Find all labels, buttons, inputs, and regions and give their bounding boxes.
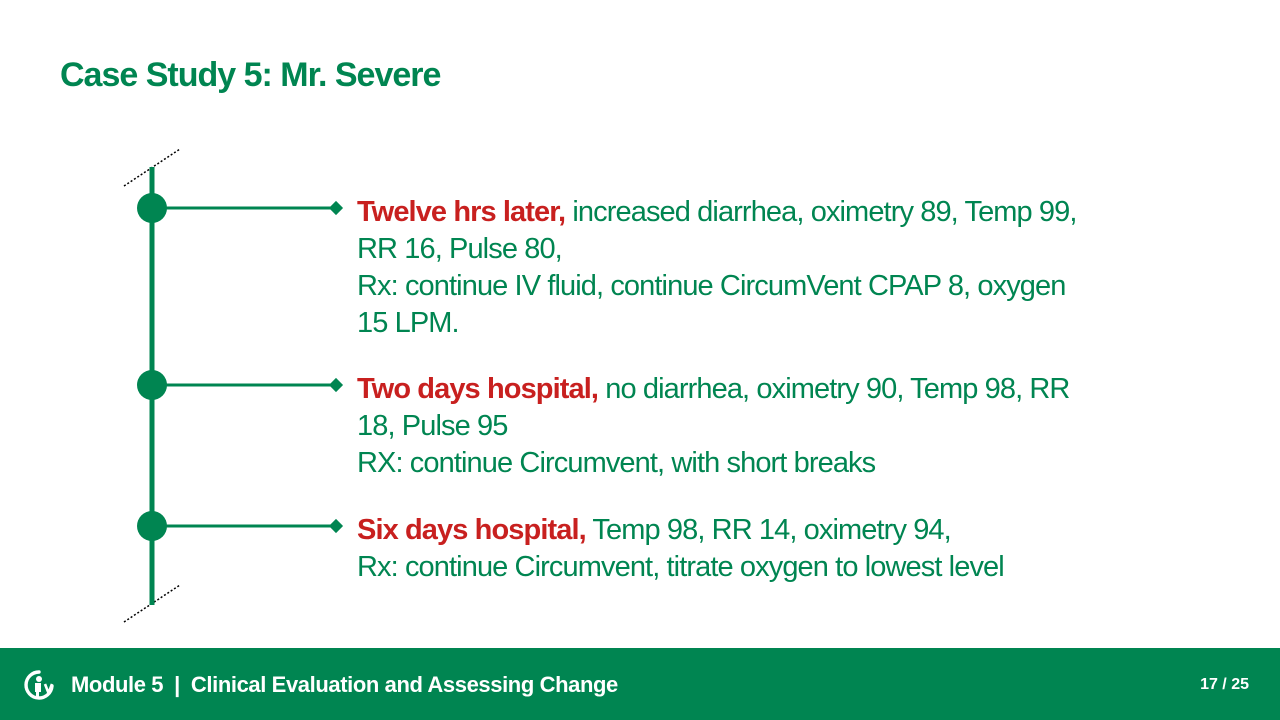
entry-line: 15 LPM. <box>357 307 459 339</box>
organization-logo-icon <box>22 669 56 701</box>
module-section: Clinical Evaluation and Assessing Change <box>190 672 618 697</box>
timeline-dot <box>137 193 167 223</box>
entry-text: Temp 98, RR 14, oximetry 94, <box>585 514 951 546</box>
diamond-bullet <box>329 201 343 215</box>
entry-line <box>357 512 1157 549</box>
entry-lead: Twelve hrs later, <box>357 196 566 228</box>
footer-module-title <box>71 672 618 698</box>
entry-line: 18, Pulse 95 <box>357 410 508 442</box>
entry-text: no diarrhea, oximetry 90, Temp 98, RR <box>598 373 1070 405</box>
timeline-break-top <box>124 149 180 186</box>
diamond-bullet <box>329 519 343 533</box>
entry-line: RX: continue Circumvent, with short breaks <box>357 447 876 479</box>
entry-lead: Six days hospital, <box>357 514 586 546</box>
entry-lead: Two days hospital, <box>357 373 599 405</box>
entry-line: RR 16, Pulse 80, <box>357 233 562 265</box>
timeline-dot <box>137 370 167 400</box>
timeline-node-2 <box>137 370 343 400</box>
entry-line: Rx: continue IV fluid, continue CircumVent CPAP 8, oxygen <box>357 270 1066 302</box>
entry-line: Rx: continue Circumvent, titrate oxygen to lowest level <box>357 551 1004 583</box>
timeline-entry-six-days <box>357 512 1157 586</box>
module-number: Module 5 <box>71 672 164 697</box>
entry-line <box>357 194 1157 231</box>
footer-separator: | <box>174 672 180 697</box>
page-total: 25 <box>1231 676 1249 693</box>
diamond-bullet <box>329 378 343 392</box>
page-current: 17 <box>1200 676 1218 693</box>
entry-line <box>357 371 1157 408</box>
timeline-entry-two-days <box>357 371 1157 482</box>
timeline-node-1 <box>137 193 343 223</box>
timeline-entry-twelve-hrs <box>357 194 1157 342</box>
page-indicator <box>1200 676 1249 694</box>
timeline-break-bottom <box>124 585 180 622</box>
slide-title: Case Study 5: Mr. Severe <box>60 56 441 94</box>
timeline-node-3 <box>137 511 343 541</box>
page-separator: / <box>1217 676 1232 693</box>
footer-bar <box>0 648 1280 720</box>
timeline-dot <box>137 511 167 541</box>
entry-text: increased diarrhea, oximetry 89, Temp 99, <box>565 196 1077 228</box>
